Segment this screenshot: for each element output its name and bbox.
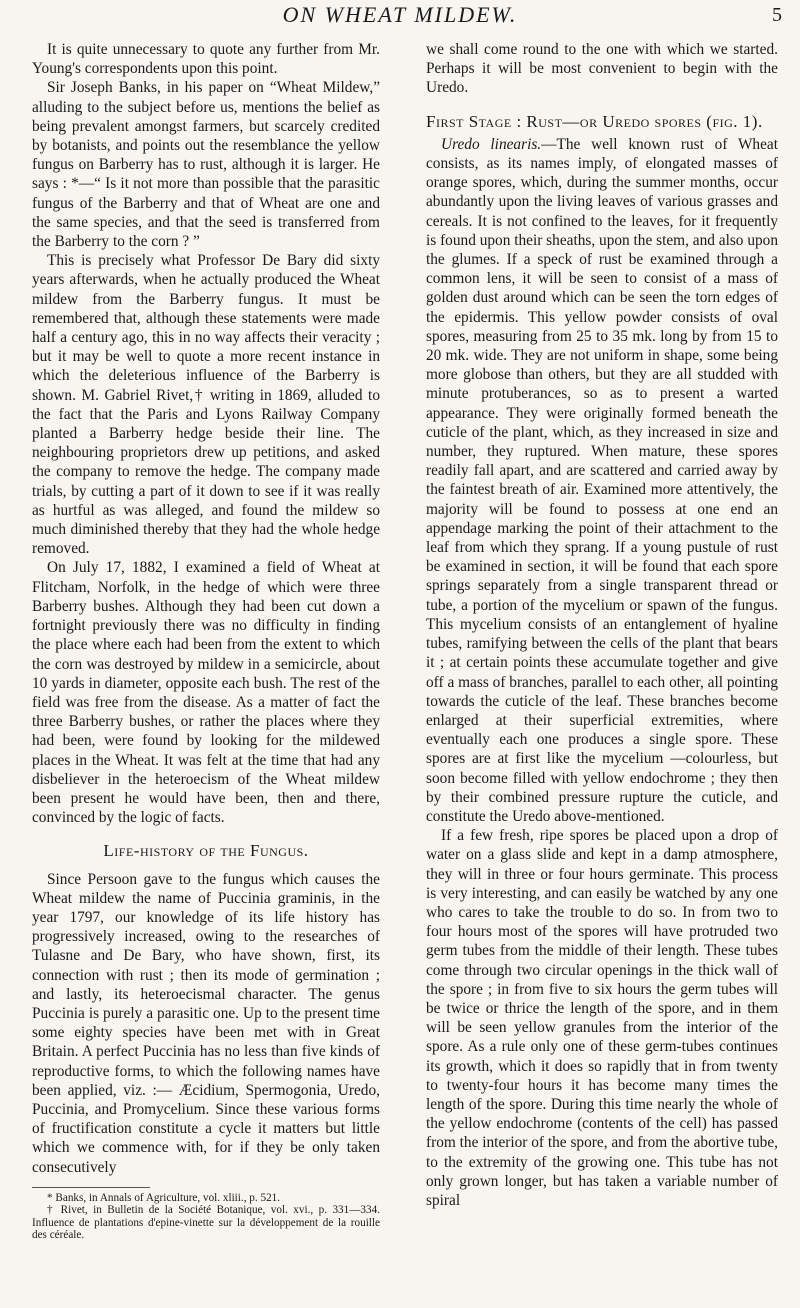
footnote-divider [32, 1187, 150, 1188]
paragraph: It is quite unnecessary to quote any further from Mr. Young's correspondents upon this point. [32, 41, 380, 78]
paragraph-text: —The well known rust of Wheat consists, as its names imply, of elongated masses of orange spores, which, during the summer months, occur abundantly upon the living leaves of various grasses and cereals. It is not confined to the leaves, for it frequently is found upon their sheaths, upon the stem, and also upon the glumes. If a speck of rust be examined through a common lens, it will be seen to consist of a mass of golden dust around which can be seen the torn edges of the epidermis. This yellow powder consists of oval spores, measuring from 25 to 35 mk. long by from 15 to 20 mk. wide. They are not uniform in shape, some being more globose than others, but they are all studded with minute protuberances, so as to present a warted appearance. They were originally formed beneath the cuticle of the plant, which, as they increased in size and number, they ruptured. When mature, these spores readily fall apart, and are scattered and carried away by the faintest breath of air. Examined more attentively, the majority will be found to possess at one end an appendage marking the point of their attachment to the leaf from which they sprang. If a young pustule of rust be examined in section, it will be found that each spore springs separately from a single transparent thread or tube, a portion of the mycelium or spawn of the fungus. This mycelium consists of an entanglement of hyaline tubes, ramifying between the cells of the plant that bears it ; at certain points these accumulate together and give off a mass of branches, parallel to each other, all pointing towards the cuticle of the leaf. These branches become enlarged at their superficial extremities, where eventually each one produces a single spore. These spores are at first like the mycelium —colourless, but soon become filled with yellow endochrome ; they then by their combined pressure rupture the cuticle, and constitute the Uredo above-mentioned. [426, 135, 779, 825]
footnote: † Rivet, in Bulletin de la Société Botanique, vol. xvi., p. 331—334. Influence de plantations d'epine-vinette sur la développement de la rouille des céréale. [32, 1204, 380, 1241]
paragraph: Sir Joseph Banks, in his paper on “Wheat Mildew,” alluding to the subject before us, mentions the belief as being prevalent amongst farmers, but scarcely credited by botanists, and points out the resemblance the yellow fungus on Barberry has to rust, although it is larger. He says : *—“ Is it not more than possible that the parasitic fungus of the Barberry and that of Wheat are one and the same species, and that the seed is transferred from the Barberry to the corn ? ” [32, 79, 380, 251]
paragraph: Since Persoon gave to the fungus which causes the Wheat mildew the name of Puccinia graminis, in the year 1797, our knowledge of its life history has progressively increased, owing to the researches of Tulasne and De Bary, who have shown, first, its connection with rust ; then its mode of germination ; and lastly, its heteroecismal character. The genus Puccinia is purely a parasitic one. Up to the present time some eighty species have been met with in Great Britain. A perfect Puccinia has no less than five kinds of reproductive forms, to which the following names have been applied, viz. :— Æcidium, Spermogonia, Uredo, Puccinia, and Promycelium. Since these various forms of fructification constitute a cycle it matters but little which we commence with, for if they be only taken consecutively [32, 870, 380, 1176]
paragraph [426, 135, 778, 826]
paragraph: If a few fresh, ripe spores be placed upon a drop of water on a glass slide and kept in a damp atmosphere, they will in three or four hours germinate. This process is very interesting, and can easily be watched by any one who cares to take the trouble to do so. In from two to four hours most of the spores will have protruded two germ tubes from the middle of their length. These tubes come through two circular openings in the thick wall of the spore ; in from five to six hours the germ tubes will be twice or thrice the length of the spore, and in them will be seen yellow granules from the interior of the spore. As a rule only one of these germ-tubes continues its growth, which it does so rapidly that in from twenty to twenty-four hours it has become many times the length of the spore. During this time nearly the whole of the yellow endochrome (contents of the cell) has passed from the interior of the spore, and from the abortive tube, to the extremity of the growing one. This tube has not only grown longer, but has taken a variable number of spiral [426, 827, 778, 1209]
running-title: ON WHEAT MILDEW. [282, 2, 518, 27]
section-heading: First Stage : Rust—or Uredo spores (fig. 1). [426, 111, 763, 131]
footnote: * Banks, in Annals of Agriculture, vol. xliii., p. 521. [47, 1191, 281, 1204]
page-number: 5 [772, 4, 782, 26]
running-head [0, 2, 800, 36]
paragraph: On July 17, 1882, I examined a field of Wheat at Flitcham, Norfolk, in the hedge of which were three Barberry bushes. Although they had been cut down a fortnight previously there was no difficulty in finding the place where each had been from the extent to which the corn was destroyed by mildew in a semicircle, about 10 yards in diameter, opposite each bush. The rest of the field was free from the disease. As a matter of fact the three Barberry bushes, or rather the places where they had been, were found by looking for the mildewed places in the Wheat. It was felt at the time that had any disbeliever in the heteroecism of the Wheat mildew been present he would have been, then and there, convinced by the logic of facts. [32, 559, 380, 827]
right-column [426, 40, 778, 1210]
paragraph: This is precisely what Professor De Bary did sixty years afterwards, when he actually produced the Wheat mildew from the Barberry fungus. It must be remembered that, although these statements were made half a century ago, this in no way affects their veracity ; but it may be well to quote a more recent instance in which the deleterious influence of the Barberry is shown. M. Gabriel Rivet,† writing in 1869, alluded to the fact that the Paris and Lyons Railway Company planted a Barberry hedge beside their line. The neighbouring proprietors drew up petitions, and asked the company to remove the hedge. The company made trials, by cutting a part of it down to see if it was really as hurtful as was alleged, and found the mildew so much diminished thereby that they had the whole hedge removed. [32, 252, 380, 558]
section-heading: Life-history of the Fungus. [103, 841, 309, 861]
left-column [32, 40, 380, 1241]
species-name: Uredo linearis. [441, 135, 542, 153]
paragraph: we shall come round to the one with which we started. Perhaps it will be most convenient to begin with the Uredo. [426, 41, 778, 97]
